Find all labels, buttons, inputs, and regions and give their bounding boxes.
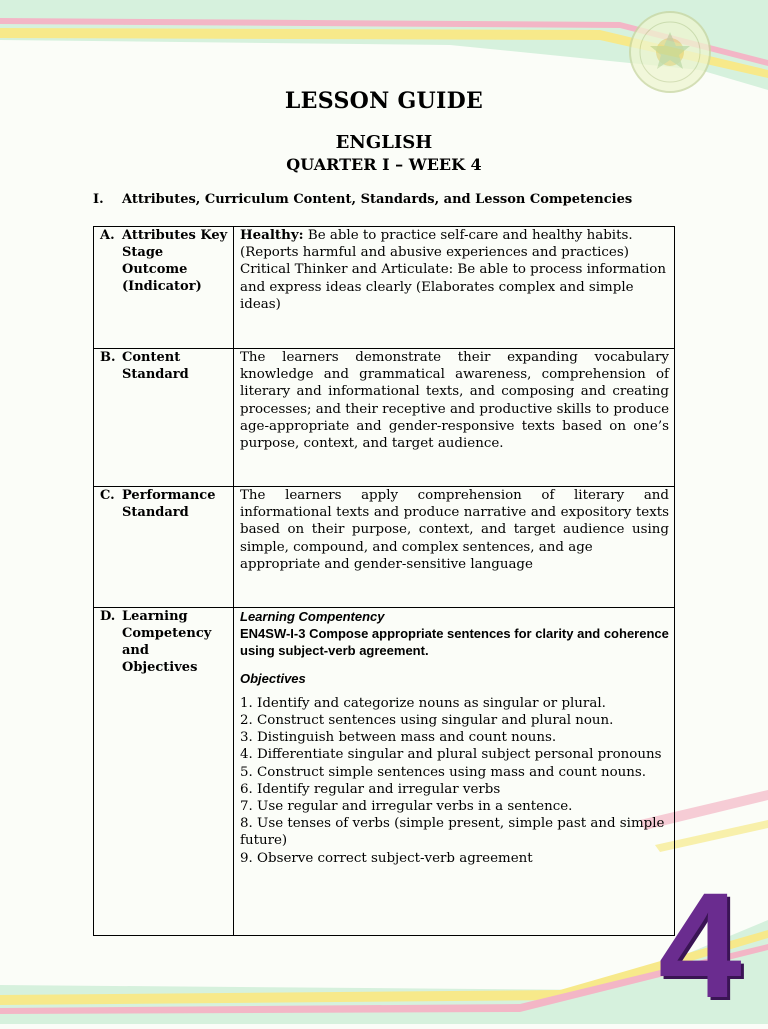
performance-standard-text-2: appropriate and gender-sensitive language [240, 556, 533, 572]
row-label-cell [94, 608, 234, 936]
lesson-table [93, 226, 675, 936]
row-body-cell [234, 227, 675, 349]
section-number: I. [93, 192, 104, 207]
objective-item: 2. Construct sentences using singular and plural noun. [240, 713, 614, 729]
table-row [94, 487, 675, 608]
objectives-list [240, 695, 669, 867]
objective-item: 7. Use regular and irregular verbs in a sentence. [240, 799, 573, 815]
row-label: Content Standard [122, 350, 189, 382]
learning-competency-title: Learning Compentency [240, 609, 385, 624]
page-number: 4 [658, 861, 742, 1029]
performance-standard-text: The learners apply comprehension of literary and informational texts and produce narrative and expository texts based on their purpose, context, and target audience using simple, compound, and complex sentences, and age [240, 488, 669, 555]
healthy-label: Healthy: [240, 227, 304, 243]
row-label-cell [94, 227, 234, 349]
row-body-cell [234, 487, 675, 608]
row-body-cell [234, 608, 675, 936]
content-standard-text: The learners demonstrate their expanding vocabulary knowledge and grammatical awareness, comprehension of literary and informational texts, and composing and creating processes; and their receptive and productive skills to produce age-appropriate and gender-responsive texts based on one’s purpose, context, and target audience. [234, 349, 675, 487]
objective-item: 1. Identify and categorize nouns as singular or plural. [240, 695, 606, 711]
objective-item: 4. Differentiate singular and plural subject personal pronouns [240, 747, 662, 763]
attributes-critical-thinker: Critical Thinker and Articulate: Be able to process information and express ideas clearly (Elaborates complex and simple ideas) [240, 262, 666, 312]
objective-item: 6. Identify regular and irregular verbs [240, 781, 501, 797]
row-label-cell [94, 349, 234, 487]
table-row [94, 349, 675, 487]
table-row [94, 227, 675, 349]
objective-item: 5. Construct simple sentences using mass and count nouns. [240, 764, 647, 780]
row-label: Attributes Key Stage Outcome (Indicator) [122, 228, 228, 294]
row-letter: A. [100, 228, 115, 243]
row-label: Performance Standard [122, 488, 216, 520]
section-title: Attributes, Curriculum Content, Standards, and Lesson Competencies [122, 192, 633, 207]
objective-item: 9. Observe correct subject-verb agreement [240, 850, 533, 866]
healthy-text: Be able to practice self-care and healthy habits. (Reports harmful and abusive experiences and practices) [240, 228, 633, 261]
learning-competency-code: EN4SW-I-3 Compose appropriate sentences for clarity and coherence using subject-verb agreement. [240, 626, 669, 659]
attributes-healthy [240, 227, 669, 261]
subject-heading: ENGLISH [335, 132, 433, 153]
row-label: Learning Competency and Objectives [122, 609, 212, 675]
row-letter: B. [100, 350, 116, 365]
table-row [94, 608, 675, 936]
objectives-title: Objectives [240, 670, 306, 686]
quarter-heading: QUARTER I – WEEK 4 [286, 155, 482, 174]
row-letter: C. [100, 488, 115, 503]
document-title: LESSON GUIDE [284, 88, 484, 114]
row-label-cell [94, 487, 234, 608]
objective-item: 3. Distinguish between mass and count nouns. [240, 730, 557, 746]
row-letter: D. [100, 609, 116, 624]
objective-item: 8. Use tenses of verbs (simple present, simple past and simple future) [240, 816, 665, 849]
section-heading [93, 192, 693, 207]
